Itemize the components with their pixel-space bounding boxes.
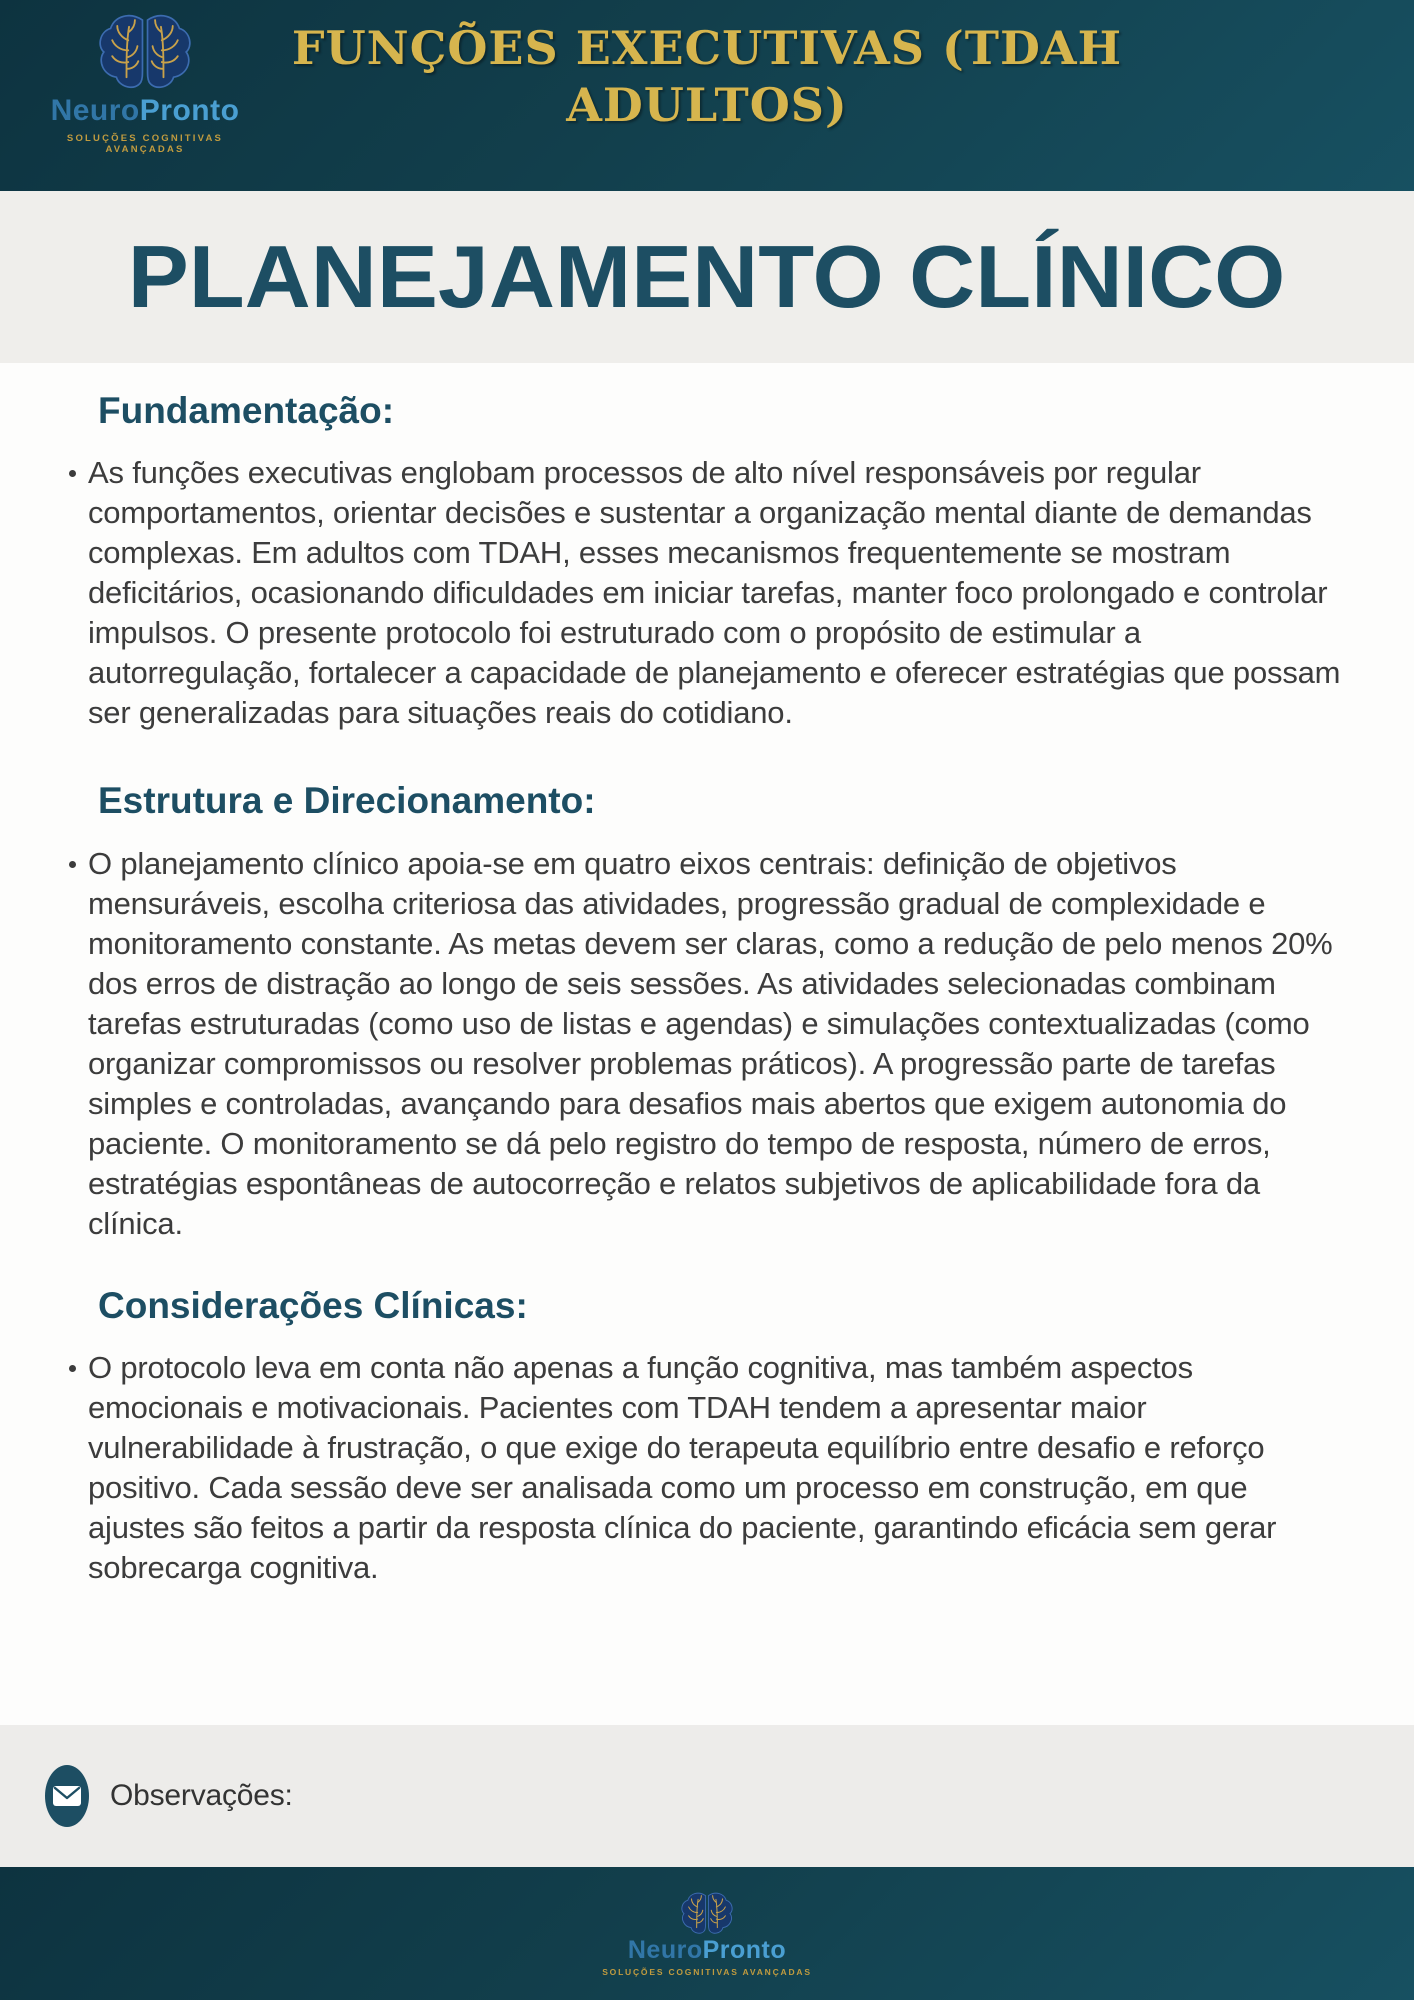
paragraph-text: As funções executivas englobam processos de alto nível responsáveis por regular comportamentos, orientar decisões e sustentar a organização mental diante de demandas complexas. Em adultos com TDAH, esses mecanismos frequentemente se mostram deficitários, ocasionando dificuldades em iniciar tarefas, manter foco prolongado e controlar impulsos. O presente protocolo foi estruturado com o propósito de estimular a autorregulação, fortalecer a capacidade de planejamento e oferecer estratégias que possam ser generalizadas para situações reais do cotidiano. (88, 455, 1341, 731)
brand-name-part2: Pronto (139, 94, 240, 127)
bullet-dot (69, 1365, 76, 1372)
bullet-dot (69, 861, 76, 868)
bullet-paragraph (90, 1348, 1354, 1588)
section-estrutura (90, 779, 1354, 1243)
brand-name-part1: Neuro (50, 94, 140, 127)
header-banner (0, 0, 1414, 191)
paragraph-text: O protocolo leva em conta não apenas a função cognitiva, mas também aspectos emocionais e motivacionais. Pacientes com TDAH tendem a apresentar maior vulnerabilidade à frustração, o que exige do terapeuta equilíbrio entre desafio e reforço positivo. Cada sessão deve ser analisada como um processo em construção, em que ajustes são feitos a partir da resposta clínica do paciente, garantindo eficácia sem gerar sobrecarga cognitiva. (88, 1350, 1277, 1586)
section-heading: Considerações Clínicas: (98, 1284, 528, 1326)
brand-name (628, 1938, 786, 1963)
brand-name-part1: Neuro (627, 1936, 703, 1964)
brain-logo-icon (678, 1890, 736, 1937)
bullet-paragraph (90, 844, 1354, 1244)
section-heading: Estrutura e Direcionamento: (98, 780, 596, 822)
brand-tagline: SOLUÇÕES COGNITIVAS AVANÇADAS (66, 133, 224, 155)
header-title-line1: FUNÇÕES EXECUTIVAS (TDAH (291, 21, 1123, 75)
header-title (0, 20, 1414, 134)
page-title: PLANEJAMENTO CLÍNICO (128, 227, 1286, 326)
footer-banner (0, 1867, 1414, 2000)
section-consideracoes (90, 1284, 1354, 1588)
header-title-line2: ADULTOS) (566, 78, 848, 132)
brand-tagline: SOLUÇÕES COGNITIVAS AVANÇADAS (602, 1967, 812, 1977)
section-fundamentacao (90, 389, 1354, 733)
content-area (0, 363, 1414, 1725)
observations-band (0, 1725, 1414, 1867)
section-heading: Fundamentação: (98, 390, 395, 431)
paragraph-text: O planejamento clínico apoia-se em quatro eixos centrais: definição de objetivos mensuráveis, escolha criteriosa das atividades, progressão gradual de complexidade e monitoramento constante. As metas devem ser claras, como a redução de pelo menos 20% dos erros de distração ao longo de seis sessões. As atividades selecionadas combinam tarefas estruturadas (como uso de listas e agendas) e simulações contextualizadas (como organizar compromissos ou resolver problemas práticos). A progressão parte de tarefas simples e controladas, avançando para desafios mais abertos que exigem autonomia do paciente. O monitoramento se dá pelo registro do tempo de resposta, número de erros, estratégias espontâneas de autocorreção e relatos subjetivos de aplicabilidade fora da clínica. (88, 845, 1333, 1241)
envelope-icon (44, 1764, 90, 1828)
title-band (0, 191, 1414, 363)
observations-label: Observações: (110, 1779, 293, 1812)
bullet-paragraph (90, 453, 1354, 733)
bullet-dot (69, 470, 76, 477)
brand-name-part2: Pronto (702, 1936, 787, 1964)
